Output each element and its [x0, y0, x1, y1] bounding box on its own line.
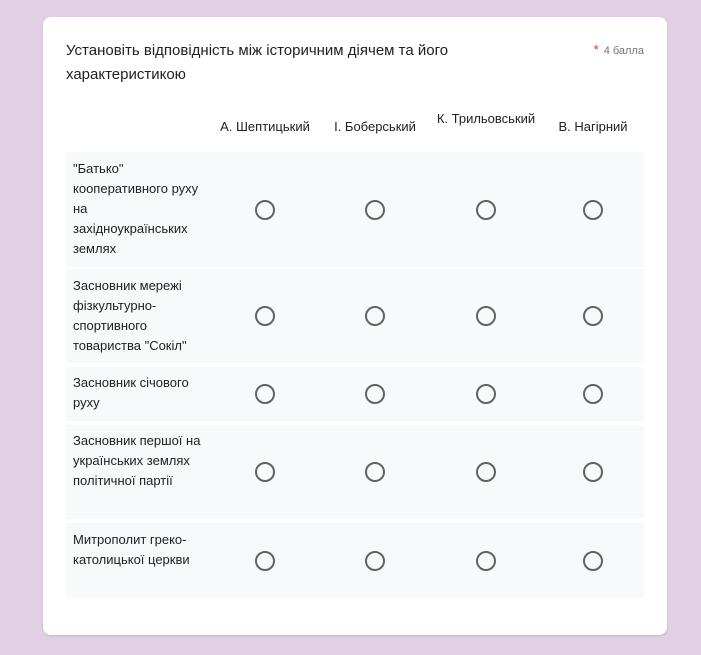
- radio-option[interactable]: [255, 551, 275, 571]
- points-label: [594, 42, 644, 57]
- grid-row: [66, 523, 644, 598]
- radio-option[interactable]: [365, 200, 385, 220]
- radio-option[interactable]: [583, 200, 603, 220]
- radio-option[interactable]: [476, 306, 496, 326]
- row-label: Засновник січового руху: [73, 375, 189, 410]
- radio-option[interactable]: [255, 200, 275, 220]
- radio-option[interactable]: [476, 200, 496, 220]
- column-header-sheptytskyi: А. Шептицький: [220, 119, 310, 134]
- radio-option[interactable]: [476, 551, 496, 571]
- radio-option[interactable]: [476, 462, 496, 482]
- radio-option[interactable]: [255, 384, 275, 404]
- radio-option[interactable]: [365, 306, 385, 326]
- grid-row: [66, 152, 644, 267]
- grid-row: [66, 269, 644, 363]
- radio-option[interactable]: [583, 551, 603, 571]
- radio-option[interactable]: [583, 462, 603, 482]
- column-header-boberskyi: І. Боберський: [334, 119, 416, 134]
- points-value: 4 балла: [603, 45, 644, 57]
- row-label: "Батько" кооперативного руху на західноукраїнських землях: [73, 161, 199, 256]
- question-title: Установіть відповідність між історичним діячем та його характеристикою: [66, 42, 449, 83]
- row-label: Засновник першої на українських землях політичної партії: [73, 433, 201, 488]
- question-card: [43, 17, 667, 635]
- radio-option[interactable]: [365, 462, 385, 482]
- column-header-nahirnyi: В. Нагірний: [558, 119, 628, 134]
- column-header-trylovskyi: К. Трильовський: [436, 111, 536, 126]
- required-asterisk: *: [593, 42, 599, 57]
- grid-row: [66, 425, 644, 519]
- radio-option[interactable]: [365, 551, 385, 571]
- row-label: Засновник мережі фізкультурно-спортивного товариства "Сокіл": [73, 278, 187, 353]
- radio-option[interactable]: [255, 462, 275, 482]
- radio-option[interactable]: [583, 384, 603, 404]
- row-label: Митрополит греко-католицької церкви: [73, 532, 190, 567]
- radio-option[interactable]: [365, 384, 385, 404]
- radio-option[interactable]: [255, 306, 275, 326]
- grid-row: [66, 367, 644, 421]
- radio-option[interactable]: [476, 384, 496, 404]
- radio-option[interactable]: [583, 306, 603, 326]
